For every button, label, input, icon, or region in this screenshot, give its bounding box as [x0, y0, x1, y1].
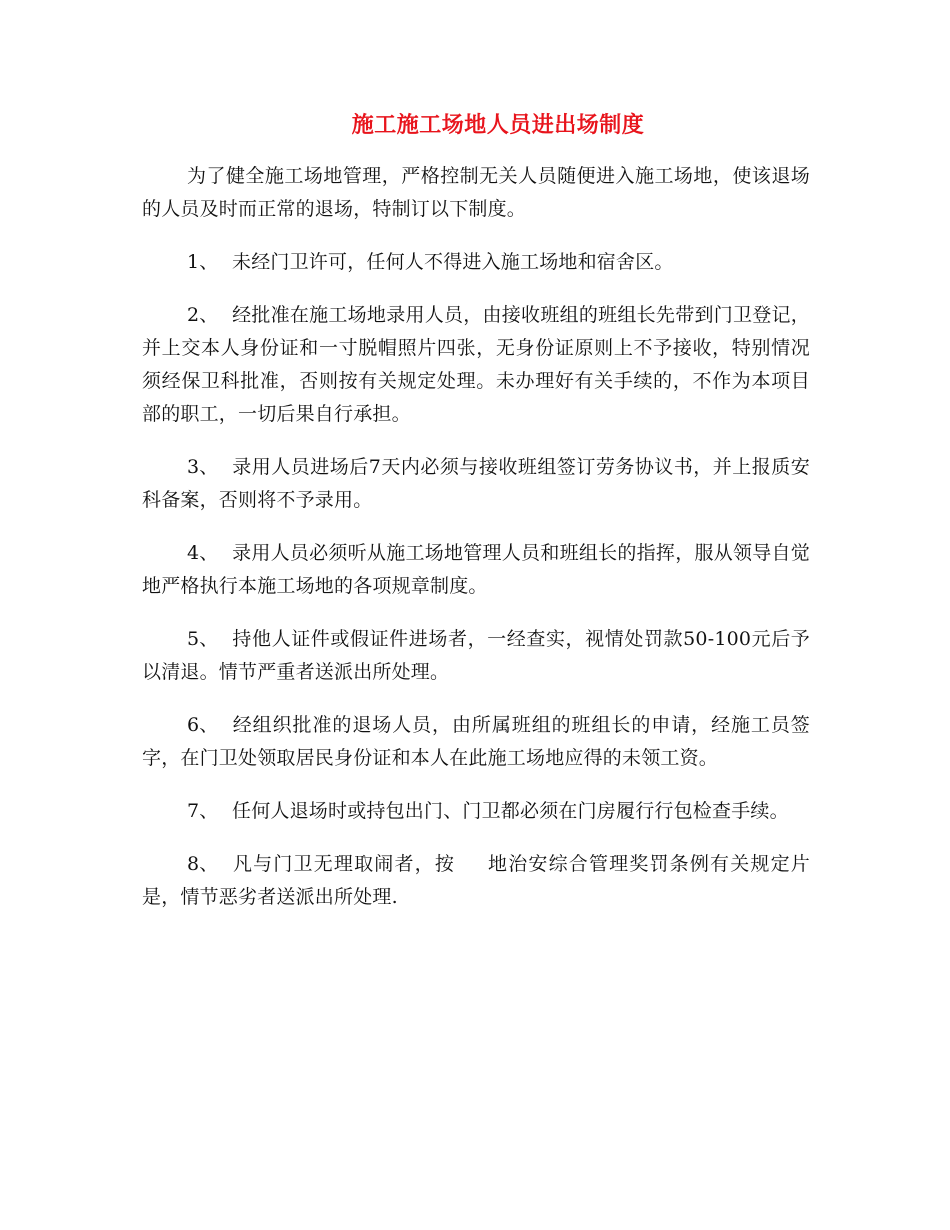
item-number: 8、 [187, 853, 219, 875]
item-number: 5、 [187, 628, 219, 650]
list-item [142, 246, 810, 279]
item-text: 经批准在施工场地录用人员，由接收班组的班组长先带到门卫登记，并上交本人身份证和一寸脱帽照片四张，无身份证原则上不予接收，特别情况须经保卫科批准，否则按有关规定处理。未办理好有关手续的，不作为本项目部的职工，一切后果自行承担。 [142, 304, 810, 425]
item-number: 4、 [187, 542, 219, 564]
item-number: 6、 [187, 714, 219, 736]
document-body [142, 160, 810, 934]
list-item [142, 709, 810, 775]
item-number: 3、 [187, 456, 219, 478]
intro-paragraph: 为了健全施工场地管理，严格控制无关人员随便进入施工场地，使该退场的人员及时而正常的退场，特制订以下制度。 [142, 165, 810, 220]
item-text: 持他人证件或假证件进场者，一经查实，视情处罚款50-100元后予以清退。情节严重者送派出所处理。 [142, 628, 810, 683]
item-text-after: 地治安综合管理奖罚条例有关规定片是，情节恶劣者送派出所处理. [142, 853, 811, 908]
item-text: 未经门卫许可，任何人不得进入施工场地和宿舍区。 [232, 251, 674, 273]
list-item [142, 848, 810, 914]
list-item [142, 451, 810, 517]
item-text-before: 凡与门卫无理取闹者，按 [232, 853, 456, 875]
item-number: 2、 [187, 304, 219, 326]
item-text: 录用人员必须听从施工场地管理人员和班组长的指挥，服从领导自觉地严格执行本施工场地的各项规章制度。 [142, 542, 810, 597]
list-item [142, 623, 810, 689]
list-item [142, 299, 810, 431]
item-text: 任何人退场时或持包出门、门卫都必须在门房履行行包检查手续。 [232, 800, 789, 822]
item-text: 经组织批准的退场人员，由所属班组的班组长的申请，经施工员签字，在门卫处领取居民身份证和本人在此施工场地应得的未领工资。 [142, 714, 810, 769]
item-number: 7、 [187, 800, 219, 822]
document-title: 施工施工场地人员进出场制度 [351, 112, 645, 138]
item-text: 录用人员进场后7天内必须与接收班组签订劳务协议书，并上报质安科备案，否则将不予录用。 [142, 456, 810, 511]
list-item [142, 795, 810, 828]
item-number: 1、 [187, 251, 219, 273]
list-item [142, 537, 810, 603]
